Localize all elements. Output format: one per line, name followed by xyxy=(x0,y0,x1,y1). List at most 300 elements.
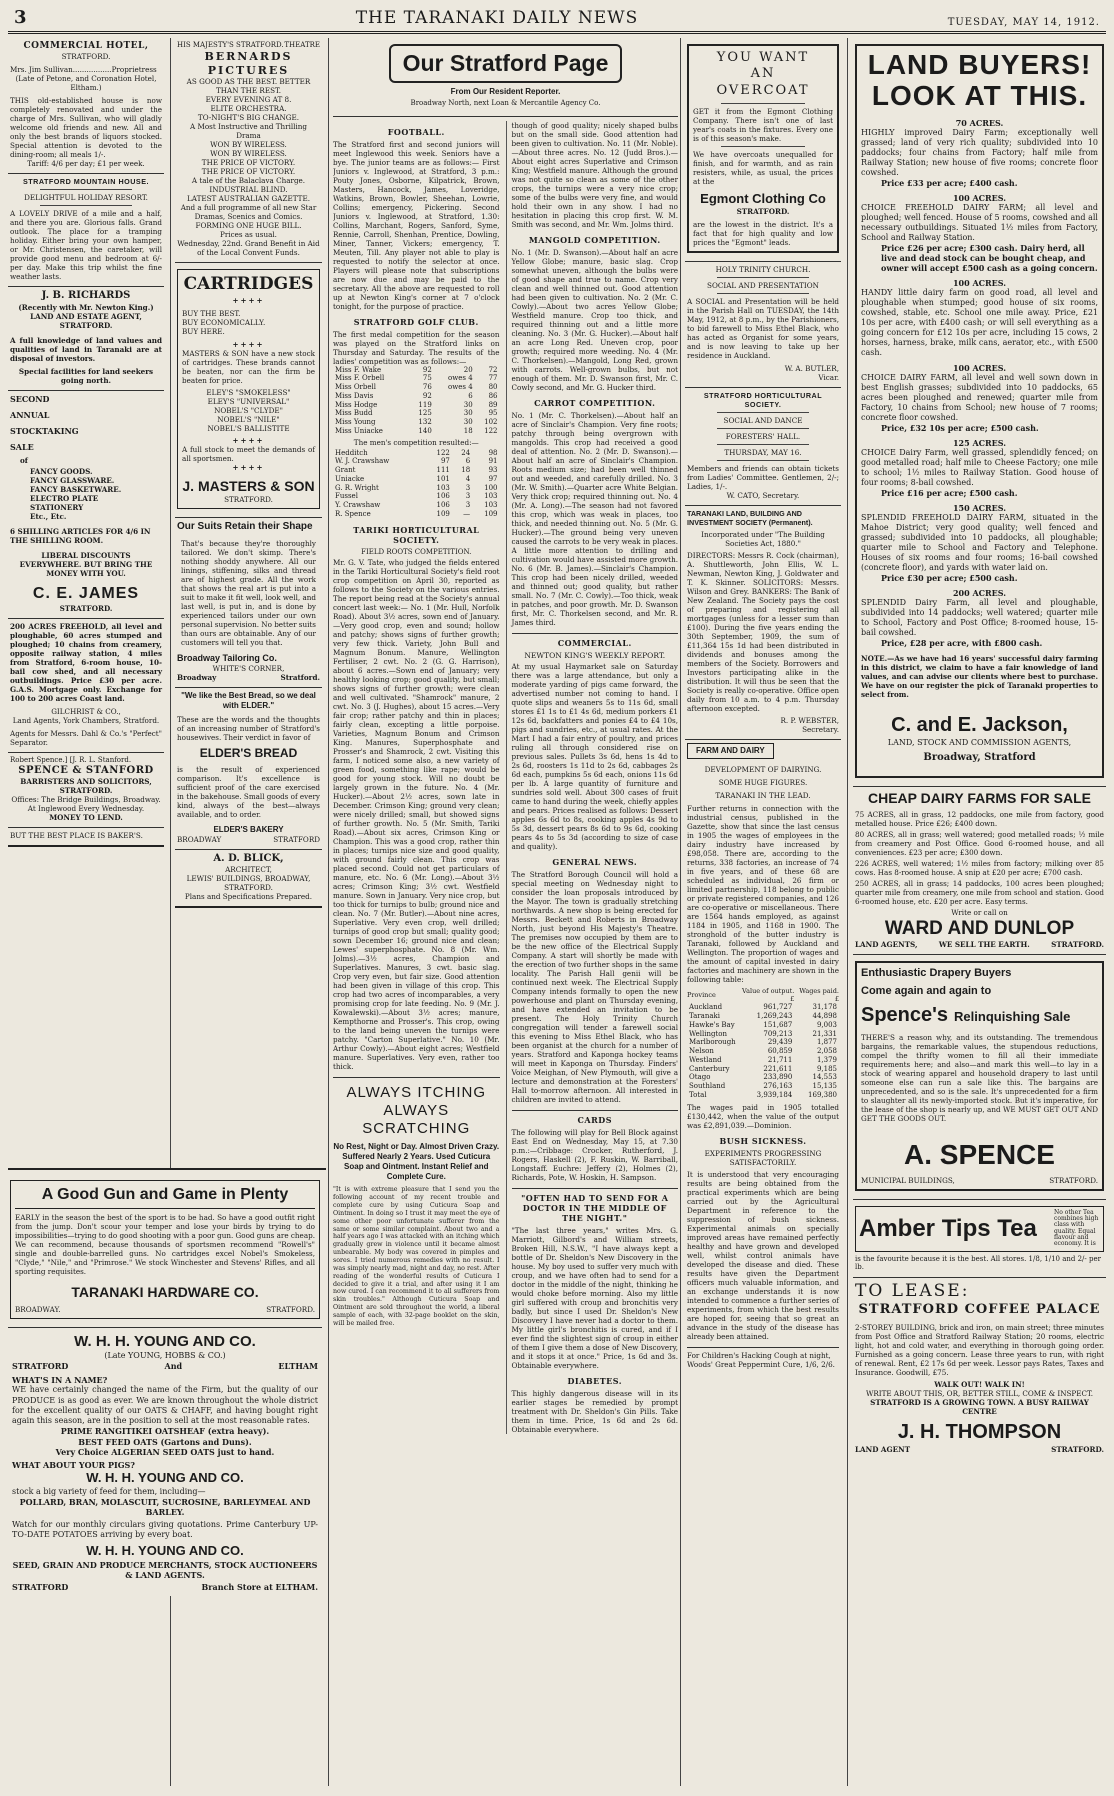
sale-discounts: LIBERAL DISCOUNTS EVERYWHERE. BUT BRING THE MONEY WITH YOU. xyxy=(19,550,153,578)
table-cell: 132 xyxy=(418,418,432,426)
programme-line: Prices as usual. xyxy=(220,230,277,240)
solicitor-names: Robert Spence.] [J. R. L. Stanford. xyxy=(10,755,132,764)
farm-dairy-body-2: The wages paid in 1905 totalled £130,442, when the value of the output was £2,891,039.—Dominion. xyxy=(687,1102,839,1130)
brand: NOBEL'S BALLISTITE xyxy=(207,423,290,433)
bernards-programme xyxy=(177,77,320,257)
table-cell: 106 xyxy=(436,501,450,509)
sale-line-4: SALE xyxy=(10,441,34,452)
bakery-place xyxy=(177,835,320,844)
stocktaking-sale-ad xyxy=(8,391,164,619)
sale-items xyxy=(10,467,162,521)
bush-sickness-sub: EXPERIMENTS PROGRESSING SATISFACTORILY. xyxy=(704,1148,822,1167)
solicitor-role: BARRISTERS AND SOLICITORS, STRATFORD. xyxy=(20,777,152,795)
cards-body: The following will play for Bell Block against East End on Wednesday, May 15, at 7.30 p.m.:—Cribbage: Crocker, Rutherford, J. Rogers, Haskell (2), F. Ruskin, W. Barriball, Longstaff. Euchre: Jeffery (2), Holmes (2), Richards, Pote, W. Hoskin, H. Sampson. xyxy=(511,1127,678,1182)
a-spence-address: MUNICIPAL BUILDINGS, xyxy=(861,1175,955,1185)
table-cell: Nelson xyxy=(689,1047,714,1055)
table-cell: owes 4 xyxy=(448,374,473,383)
land-buyers-note: NOTE.—As we have had 16 years' successful dairy farming in this district, we claim to have a fair knowledge of land values, and can advise our clients where best to purchase. We have on our register the pick of Taranaki properties to select from. xyxy=(861,653,1098,699)
solicitor-title: SPENCE & STANFORD xyxy=(18,764,154,776)
richards-body-2: Special facilities for land seekers going north. xyxy=(18,366,154,385)
table-header: Province xyxy=(687,991,716,1000)
ward-dunlop-foot xyxy=(855,940,1104,949)
architect-role: ARCHITECT, xyxy=(225,865,272,875)
programme-line: Wednesday, 22nd. Grand Benefit in Aid of the Local Convent Funds. xyxy=(177,239,320,258)
hort-social-body: Members and friends can obtain tickets from Ladies' Committee. Gentlemen, 2/-; Ladies, 1/-. xyxy=(687,464,839,491)
spence-drapery-ad xyxy=(853,955,1106,1200)
tea-title: Amber Tips Tea xyxy=(859,1214,1037,1242)
programme-line: INDUSTRIAL BLIND. xyxy=(209,185,288,195)
tailoring-title: Broadway Tailoring Co. xyxy=(177,652,277,663)
table-cell: 92 xyxy=(422,365,432,374)
table-cell: Grant xyxy=(335,466,356,474)
gun-title: A Good Gun and Game in Plenty xyxy=(15,1185,315,1209)
golf-row xyxy=(333,418,500,427)
bush-sickness-body: It is understood that very encouraging results are being obtained from the practical experiments which are being carried out by the Agricultural Department in reference to the suppression of bush sickness. Experimental animals on specially improved areas have remained perfectly healthy and have grown and developed well, whilst control animals have developed the disease and died. These results have given the Department officers much valuable information, and an exchange understands it is now intended to commence a further series of experiments, from which the best results are hoped for, seeing that so great an advance in the study of the disease has already been attained. xyxy=(687,1169,839,1341)
programme-line: THE PRICE OF VICTORY. xyxy=(201,158,296,168)
bread-body: These are the words and the thoughts of an increasing number of Stratford's housewives. Their verdict in favor of xyxy=(177,714,320,742)
golf-body: The first medal competition for the season was played on the Stratford links on Thursday and Saturday. The results of the ladies' competition was as follows:— xyxy=(333,329,500,366)
table-cell: — xyxy=(463,509,471,518)
stratford-page-title: Our Stratford Page xyxy=(389,44,623,83)
stratford-page-address: Broadway North, next Loan & Mercantile Agency Co. xyxy=(410,98,601,107)
dairy-row xyxy=(687,1091,839,1100)
table-cell: 3 xyxy=(465,483,471,492)
table-cell: 109 xyxy=(436,509,450,518)
dairy-row xyxy=(687,1021,839,1030)
column-3 xyxy=(328,38,678,1786)
gun-body: EARLY in the season the best of the sport is to be had. So have a good outfit right from the jump. Don't scour your temper and lose your birds by trying to do impossibilities—trying to do good shooting with a poor gun. Good guns are cheap. We can recommend, because thousands of sportsmen recommend "Rowell's" single and double-barrelled guns. No cartridges excel Nobel's Smokeless, "Clyde," "Nile," and "Primrose." We stock Winchester and Stevens' Rifles, and all sporting requisites. xyxy=(15,1213,315,1276)
table-cell: 3,939,184 xyxy=(756,1090,793,1099)
horticultural-body: Mr. G. V. Tate, who judged the fields entered in the Tariki Horticultural Society's field root crop competition on April 30, reported as follows to the Society on the various entries. The report being read at the Society's annual concert last week:— No. 1 (Mr. Hull, Norfolk Road). About 3½ acres, sown end of January.—Very good crop, even and sound; hollow and patchy; shows signs of further growth; very few thick. Variety, John Bull and Magnum Bonum. Manure, Wellington Fertiliser, 2 cwt. No. 2 (G. G. Harrison), about 6 acres.—Sown end of January; very healthy looking crop; good quality, but small; shows signs of further growth; were clean and well cultivated. "Shamrock" manure, 2 cwt. No. 3 (J. Hughes), about 15 acres.—Very fair crop; rather patchy and thin in places; fairly clean, excepting a little porpoise. Varieties, Magnum Bonum and Crimson King. Manures, Superphosphate and Prosser's and Shamrock, 2 cwt. Visiting this farm, I noticed some also, a new variety of green food, something like rape; would be good for young stock. Will no doubt be largely grown in the future. No. 4 (Mr. Hucker).—About 2½ acres, sown late in December. Crimson King; ground very clean; were nicely drilled; small, but showed signs of further growth. No. 5 (Mr. Smith, Tariki Road).—About six acres, Crimson King or Champion. This was a good crop, rather thin in places; turnips nice size and good quality, with ground fairly clean. This crop was placed second. Could not get particulars of manure, etc. No. 6 (Mr. Long).—About 3½ acres; Crimson King; 3½ cwt. Westfield manure. Sown in January. Very nice crop, but too thick for turnips to bulb; ground nice and clean. No. 7 (Mr. Butler).—About nine acres, Superlative. Very even crop, well drilled; turnips of good crop but small; quality good; sown December 16; ground nice and clean; Lewes' superphosphate. No. 8 (Mr. Wm. Jolms).—3½ acres, Champion and Superlatives. Manures, 3 cwt. basic slag. Crop very even, but fair size. Good attention had been given in village of this crop. This crop had two acres of incomparables, a very promising crop for late feeding. No. 9 (Mr. J. Kowalewski).—About 3½ acres; manure, Kempthorne and Prosser's. This crop, owing to the land being uneven the turnips were patchy. "Carton Superlative." No. 10 (Mr. Arthur Cowly).—About eight acres; Westfield manure. Superlatives. Very even, rather too thick. xyxy=(333,558,500,1072)
farm-acres: 100 ACRES. xyxy=(952,362,1007,373)
sale-item: Etc., Etc. xyxy=(30,511,67,521)
table-cell: 1,269,243 xyxy=(756,1012,793,1020)
commercial-heading: COMMERCIAL. xyxy=(512,633,679,648)
young-item: PRIME RANGITIKEI OATSHEAF (extra heavy). xyxy=(60,1426,270,1437)
holy-trinity-sign: W. A. BUTLER, xyxy=(784,364,839,373)
bakery-name: ELDER'S BAKERY xyxy=(213,824,284,834)
cuticura-ad xyxy=(333,1077,500,1327)
table-cell: owes 4 xyxy=(448,383,473,391)
table-cell: Otago xyxy=(689,1073,711,1082)
ward-dunlop-place: STRATFORD. xyxy=(1051,940,1104,950)
mountain-house-sub: DELIGHTFUL HOLIDAY RESORT. xyxy=(24,193,148,203)
golf-row xyxy=(333,475,500,484)
young-items xyxy=(12,1426,318,1457)
ward-dunlop-sell: WE SELL THE EARTH. xyxy=(938,940,1030,950)
bread-title: ELDER'S BREAD xyxy=(199,745,298,760)
golf-row xyxy=(333,401,500,410)
golf-row xyxy=(333,392,500,401)
ward-dunlop-role: LAND AGENTS, xyxy=(855,940,918,950)
young-foot-right: Branch Store at ELTHAM. xyxy=(201,1582,318,1593)
stratford-page-header xyxy=(333,38,678,117)
society-role: Secretary. xyxy=(802,725,839,734)
dairy-row xyxy=(687,1082,839,1091)
diabetes-body: This highly dangerous disease will in its earlier stages be remedied by prompt treatment with Dr. Sheldon's Gin Pills. Take them in time. Price, 1s 6d and 2s 6d. Obtainable everywhere. xyxy=(511,1388,678,1434)
spence-sale: Relinquishing Sale xyxy=(954,1008,1071,1024)
young-places xyxy=(12,1361,318,1371)
programme-line: EVERY EVENING AT 8. xyxy=(205,95,292,105)
bakery-place-right: STRATFORD xyxy=(273,834,320,844)
overcoat-body-2: We have overcoats unequalled for finish, and for warmth, and as rain resisters, while, as usual, the prices at the xyxy=(693,149,833,186)
james-place: STRATFORD. xyxy=(59,603,113,613)
ward-dunlop-title: WARD AND DUNLOP xyxy=(884,917,1075,939)
table-cell: 6 xyxy=(465,457,471,466)
young-foot-left: STRATFORD xyxy=(12,1582,69,1593)
farm-acres: 200 ACRES. xyxy=(952,587,1007,598)
dairy-row xyxy=(687,1073,839,1082)
young-body-3: Watch for our monthly circulars giving quotations. Prime Canterbury UP-TO-DATE POTATOES arriving by every boat. xyxy=(12,1519,318,1539)
overcoat-body-3: are the lowest in the district. It's a fact that for high quality and low prices the "Egmont" leads. xyxy=(693,220,833,247)
golf-row xyxy=(333,510,500,519)
buy-line: BUY ECONOMICALLY. xyxy=(182,317,266,327)
table-cell: 102 xyxy=(484,418,498,426)
brand: NOBEL'S "CLYDE" xyxy=(214,405,283,415)
egmont-title: Egmont Clothing Co xyxy=(700,190,826,206)
gilchrist-note: Agents for Messrs. Dahl & Co.'s "Perfect" Separator. xyxy=(10,728,162,747)
table-cell: Miss Budd xyxy=(335,409,373,418)
young-question-2: WHAT ABOUT YOUR PIGS? xyxy=(12,1460,135,1471)
sale-item: FANCY GOODS. xyxy=(30,466,93,476)
programme-line: AS GOOD AS THE BEST. BETTER THAN THE REST. xyxy=(186,77,311,96)
golf-row xyxy=(333,501,500,510)
table-cell: 60,859 xyxy=(767,1047,793,1055)
bakers-text: BUT THE BEST PLACE IS BAKER'S. xyxy=(10,831,143,840)
farm-price: Price £30 per acre; £500 cash. xyxy=(881,572,1018,583)
bakery-place-left: BROADWAY xyxy=(177,834,222,844)
dairy-row xyxy=(687,1038,839,1047)
to-lease-title: TO LEASE: xyxy=(855,1281,970,1302)
mountain-house-title: STRATFORD MOUNTAIN HOUSE. xyxy=(22,177,150,187)
table-cell: Total xyxy=(689,1090,707,1099)
mountain-house-ad xyxy=(8,174,164,287)
table-cell: 6 xyxy=(468,391,473,400)
cartridge-brands xyxy=(182,388,315,433)
to-lease-centre: STRATFORD IS A GROWING TOWN. A BUSY RAILWAY CENTRE xyxy=(870,1397,1089,1416)
society-incorporated: Incorporated under "The Building Societies Act, 1880." xyxy=(701,530,825,548)
golf-row xyxy=(333,492,500,501)
richards-ad xyxy=(8,287,164,391)
farm-listing xyxy=(861,118,1098,188)
table-cell: Taranaki xyxy=(689,1012,720,1020)
carrot-body: No. 1 (Mr. C. Thorkelsen).—About half an acre of Sinclair's Champion. Very fine roots; patchy through being overgrown with mangolds. This crop had received a good deal of attention. No. 2 (Mr. D. Swanson).—About half an acre of Sinclair's Champion. Roots medium size; had been well thinned out and weeded, and carefully drilled. No. 3 (Mr. W. Smith).—Quarter acre White Belgian. Very thick crop; required thinning out. No. 4 (Mr. A. Long).—The season had not favored this crop, which was weak in places, too thick, and needed thinning out. No. 5 (Mr. G. Hucker).—The ground being very uneven caused the carrots to be very weak in places. A little more attention to drilling and cultivation would have assisted more growth. No. 6 (Mr. B. James).—Sinclair's Champion. This crop had been nicely drilled, weeded and thinned out; good quality, but rather small. No. 7 (Mr. C. Cowly).—Too thick, weak in patches, and poor growth. Mr. D. Swanson first, Mr. C. Thorkelsen second, and Mr. R. James third. xyxy=(511,410,678,627)
stratford-page-sub: From Our Resident Reporter. xyxy=(450,86,561,96)
mangold-body: No. 1 (Mr. D. Swanson).—About half an acre Yellow Globe; manure, basic slag. Crop somewhat uneven, although the bulbs were of good shape and true to name. Crop very clean and well thinned out. Good attention had been given to cultivation. No. 2 (Mr. C. Cowly).—About two acres Yellow Globe; Westfield manure. Crop too thick, and required thinning out and a little more cleaning. No. 3 (Mr. G. Hucker).—About half an acre Long Red. Uneven crop, poor growth; required more weeding. No. 4 (Mr. C. Thorkelsen).—Mangold, Long Red, grown with carrots. Well-grown bulbs, but not enough of them. Mr. D. Swanson first, Mr. C. Cowly second, and Mr. G. Hucker third. xyxy=(511,247,678,392)
spence-title: Spence's xyxy=(861,1003,949,1026)
table-cell: Auckland xyxy=(689,1003,723,1012)
farm-price: Price £16 per acre; £500 cash. xyxy=(881,487,1018,498)
programme-line: TO-NIGHT'S BIG CHANGE. xyxy=(197,113,300,123)
jackson-title: C. and E. Jackson, xyxy=(891,713,1068,736)
to-lease-sub: STRATFORD COFFEE PALACE xyxy=(858,1302,1101,1318)
table-cell: 93 xyxy=(488,466,498,474)
society-sign: R. P. WEBSTER, xyxy=(780,716,839,725)
ward-dunlop-ad xyxy=(853,787,1106,955)
table-cell: Canterbury xyxy=(689,1064,730,1073)
tailoring-place xyxy=(177,673,320,682)
table-cell: 103 xyxy=(484,492,498,501)
farm-listing xyxy=(861,278,1098,358)
land-buyers-ad xyxy=(853,38,1106,787)
broadway-tailoring-ad xyxy=(175,518,322,688)
society-body: DIRECTORS: Messrs R. Cock (chairman), A. Shuttleworth, John Ellis, W. L. Newman, Newton King, J. Goldwater and T. K. Skinner. SOLICITORS: Messrs. Wilson and Grey. BANKERS: The Bank of New Zealand. The Society pays the cost of preparing and registering all mortgages (unless for a lesser sum than £100). During the five years ending the 30th September, 1909, the sum of £11,364 15s 1d had been distributed in dividends and bonuses among the members of the Society. Borrowers and Investors participating alike in the distribution. It will thus be seen that the Society is really co-operative. Office open daily from 10 a.m. to 4 p.m. Thursday afternoon excepted. xyxy=(687,551,839,713)
theatre-right: THEATRE xyxy=(284,41,320,49)
farm-description: CHOICE DAIRY FARM, all level and well sown down in best English grasses; subdivided into 10 paddocks, 65 acres been ploughed and renewed; quarter mile from Factory, 10 chains from School; new house of 7 rooms; concrete floor cowshed. xyxy=(861,372,1098,422)
to-lease-body: 2-STOREY BUILDING, brick and iron, on main street; three minutes from Post Office and Stratford Railway Station; 20 rooms, electric light, hot and cold water, and everything in thorough going order. Furnished as a going concern. Lease three years to run, with right of renewal. Rent, £2 17s 6d per week. Lessor pays Rates, Taxes and Insurance. Goodwill, £75. xyxy=(855,1322,1104,1377)
programme-line: WON BY WIRELESS. xyxy=(210,140,287,150)
table-cell: Southland xyxy=(689,1082,726,1090)
table-cell: 9,003 xyxy=(816,1020,837,1029)
young-title-3: W. H. H. YOUNG AND CO. xyxy=(86,1543,244,1559)
mountain-house-body: A LOVELY DRIVE of a mile and a half, and there you are. Glorious falls. Grand outlook. The place for a tramping holiday. Either bring your own hamper, or Mr. Christensen, the caretaker, will provide good menu and bedroom at 6/- per day. Make this trip whilst the fine weather lasts. xyxy=(10,209,162,282)
farm-dairy-sub-3: TARANAKI IN THE LEAD. xyxy=(715,791,811,800)
young-place-left: STRATFORD xyxy=(12,1360,69,1371)
cheap-farm-item: 80 ACRES, all in grass; well watered; good metalled roads; ½ mile from creamery and Post Office. Good 6-roomed house, and all conveniences. £23 per acre; £300 down. xyxy=(855,829,1104,857)
overcoat-ad xyxy=(685,38,841,262)
land-buyers-title: LAND BUYERS! xyxy=(867,49,1092,80)
james-title: C. E. JAMES xyxy=(32,584,140,602)
table-cell: 276,163 xyxy=(763,1082,793,1090)
table-cell: Wellington xyxy=(689,1029,728,1038)
table-cell: Miss Davis xyxy=(335,391,374,400)
architect-address: LEWIS' BUILDINGS, BROADWAY, STRATFORD. xyxy=(186,874,311,893)
general-news-body: The Stratford Borough Council will hold a special meeting on Wednesday night to consider the loan proposals introduced by the Mayor. The town is gradually stretching northwards. A new shop is being erected for Messrs. Beckett and Roberts in Broadway North, just beyond His Majesty's Theatre. The premises now occupied by them are to be the new office of the Electrical Supply Company. A start will shortly be made with the erection of two further shops in the same locality. The Parish Hall genii will be continued next week. The Electrical Supply Company intends formally to open the new powerhouse and plant on Thursday evening, and have extended an invitation to be present. The Holy Trinity Church congregation will tender a farewell social this evening to Miss Ethel Black, who has been organist at the church for a number of years. Stratford and Kaponga hockey teams will meet in Kaponga on Thursday. Finders' Voice Meighan, of New Plymouth, will give a lecture and demonstration at the Foresters' Hall to-morrow afternoon. All interested in children are invited to attend. xyxy=(511,869,678,1104)
cheap-farms-list xyxy=(855,810,1104,906)
table-cell: 122 xyxy=(484,426,498,435)
hardware-place: BROADWAY. xyxy=(15,1304,61,1314)
solicitor-office: Offices: The Bridge Buildings, Broadway. xyxy=(11,795,161,804)
cheap-farm-item: 75 ACRES, all in grass, 12 paddocks, one mile from factory, good metalled house. Price £26; £400 down. xyxy=(855,809,1104,828)
architect-plans: Plans and Specifications Prepared. xyxy=(184,892,313,902)
thompson-foot xyxy=(855,1445,1104,1454)
programme-line: THE PRICE OF VICTORY. xyxy=(201,167,296,177)
table-cell: 109 xyxy=(484,509,498,518)
tailoring-place-left: Broadway xyxy=(177,672,217,682)
table-cell: Fussel xyxy=(335,492,358,501)
programme-line: And a full programme of all new Star Dramas, Scenics and Comics. xyxy=(180,203,317,222)
a-spence-foot xyxy=(861,1176,1098,1185)
table-cell: 961,727 xyxy=(763,1003,793,1012)
golf-row xyxy=(333,374,500,383)
dairy-row xyxy=(687,1030,839,1039)
golf-ladies-table xyxy=(333,366,500,436)
hotel-place: STRATFORD. xyxy=(61,52,111,62)
golf-row xyxy=(333,484,500,493)
table-cell: Miss Orbell xyxy=(335,383,377,391)
column-5 xyxy=(847,38,1106,1786)
young-question-1: WHAT'S IN A NAME? xyxy=(12,1375,108,1386)
brand: ELEY'S "SMOKELESS" xyxy=(206,387,291,397)
acre-listing: 200 ACRES FREEHOLD, all level and ploughable, 60 acres stumped and ploughed; 10 chains from creamery, opposite railway station, 4 miles from Stratford, 6-room house, 10-bail cow shed, and all necessary outbuildings. Price £30 per acre. G.A.S. Mortgage only. Exchange for 100 to 200 acres Coast land. xyxy=(10,621,162,703)
table-cell: 14,553 xyxy=(812,1073,837,1082)
golf-men-label: The men's competition resulted:— xyxy=(353,437,479,447)
cheap-farms-write: Write or call on xyxy=(951,907,1008,917)
doctor-body: "The last three years," writes Mrs. G. Marriott, Gilbord's and William streets, Broken Hill, N.S.W., "I have always kept a bottle of Dr. Sheldon's New Discovery in the house. My boy used to suffer very much with croup, and we have often had to send for a doctor in the middle of the night, thinking he would choke before morning. Also my little girl suffered with croup and bronchitis very badly, but since I used Dr. Sheldon's New Discovery I have never had a doctor to them. My little girl's bronchitis is cured, and if I ever find the slightest sign of croup in either of them I give them a dose of New Discovery, and it stops it at once." Price, 1s 6d and 3s. Obtainable everywhere. xyxy=(511,1225,678,1370)
solicitor-money: MONEY TO LEND. xyxy=(49,813,123,822)
bakers-line xyxy=(8,828,164,847)
bernards-pictures-ad xyxy=(175,38,322,263)
a-spence-place: STRATFORD. xyxy=(1049,1175,1098,1185)
table-header: Value of output. £ xyxy=(742,987,795,1004)
table-cell: 119 xyxy=(418,400,432,409)
table-cell: 97 xyxy=(440,457,450,466)
newton-king-body: At my usual Haymarket sale on Saturday there was a large attendance, but only a moderate yarding of pigs came forward, the advertised number not coming to hand. I quote slips and weaners 5s to 11s 6d, small stores £1 1s to £1 4s 6d, medium porkers £1 12s 6d, backfatters and ponies £4 to £4 10s, pigs and sundries, etc., at usual rates. At the Mart I had a fair entry of poultry, and prices ruling all through considered rise on previous sales. Pullets 3s 6d, hens 1s 4d to 2s 6d, roosters 1s 11d to 2s 6d, cabbages 2s 6d each, pumpkins 5s 6d each, onions 11s 6d per lb. A large quantity of furniture and sundries sold well. About 300 cases of fruit came to hand during the week, chiefly apples and pears. Prices realised as follows: Dessert apples 6s 6d to 8s, cooking apples 4s 9d to 5s 3d, dessert pears 8s 6d to 9s 6d, cooking pears 4s to 5s 3d (according to size of case and quality). xyxy=(511,661,678,851)
buy-line: BUY THE BEST. xyxy=(182,308,241,318)
page-number: 3 xyxy=(14,7,27,28)
golf-row xyxy=(333,427,500,436)
overcoat-line-2: AN xyxy=(750,66,776,82)
brand: ELEY'S "UNIVERSAL" xyxy=(207,396,290,406)
table-header: Wages paid. £ xyxy=(799,987,839,1004)
farm-and-dairy-article xyxy=(685,740,841,1372)
table-cell: 91 xyxy=(488,457,498,466)
golf-row xyxy=(333,449,500,458)
gilchrist-sub: Land Agents, York Chambers, Stratford. xyxy=(12,715,160,725)
table-cell: 30 xyxy=(463,400,473,409)
hort-social-hall: FORESTERS' HALL. xyxy=(725,432,801,441)
bread-body-2: is the result of experienced comparison. It's excellence is sufficient proof of the care exercised in the bakehouse. Small goods of every kind, always of the best—always available, and to order. xyxy=(177,764,320,819)
table-cell: Miss Young xyxy=(335,418,376,426)
farm-acres: 100 ACRES. xyxy=(952,192,1007,203)
table-cell: 76 xyxy=(422,383,432,391)
young-body-1: WE have certainly changed the name of the Firm, but the quality of our PRODUCE is as good as ever. We are known throughout the whole district for the excellent quality of our OATS & CHAFF, and having bought right again this season, are in the position to sell at the most reasonable rates. xyxy=(12,1385,318,1426)
table-cell: Hedditch xyxy=(335,448,368,457)
table-cell: 709,213 xyxy=(763,1029,793,1038)
young-body-2: stock a big variety of feed for them, including— xyxy=(12,1486,206,1496)
table-cell: 15,135 xyxy=(812,1082,837,1090)
richards-body: A full knowledge of land values and qualities of land in Taranaki are at disposal of investors. xyxy=(10,335,162,363)
table-cell: 169,380 xyxy=(808,1090,837,1099)
table-cell: 80 xyxy=(488,383,498,391)
farm-acres: 100 ACRES. xyxy=(952,277,1007,288)
golf-row xyxy=(333,409,500,418)
table-cell: 125 xyxy=(418,409,432,418)
football-heading: FOOTBALL. xyxy=(387,126,445,137)
table-cell: Miss F. Orbell xyxy=(335,374,385,383)
sale-line-3: STOCKTAKING xyxy=(10,425,79,436)
egmont-place: STRATFORD. xyxy=(736,207,790,216)
dairy-row xyxy=(687,1003,839,1012)
to-lease-write: WRITE ABOUT THIS, OR, BETTER STILL, COME & INSPECT. xyxy=(865,1388,1094,1398)
turnips-cont: though of good quality; nicely shaped bulbs but on the small side. Good attention had been given to cultivation. No. 11 (Mr. Noble).—About three acres. No. 12 (Judd Bros.).—About eight acres Superlative and Crimson King; Westfield manure. Although the ground was not quite so clean as some of the other crops, the turnips were a very nice crop; some of the bulbs were very fine, and would hold their own in any show. I had no hesitation in placing this crop first. W. M. Smith was second, and Mr. Wm. Jolms third. xyxy=(511,120,678,229)
cheap-farm-item: 250 ACRES, all in grass; 14 paddocks, 100 acres been ploughed; quarter mile from creamery, one mile from school and station. Good 6-roomed house, etc. £20 per acre. Easy terms. xyxy=(855,878,1104,906)
amber-tips-tea-ad xyxy=(853,1200,1106,1278)
drapery-line-2: Come again and again to xyxy=(861,985,992,998)
richards-place: STRATFORD. xyxy=(59,320,113,330)
cuticura-title: ALWAYS ITCHING ALWAYS SCRATCHING xyxy=(346,1084,487,1138)
col3-sub-1 xyxy=(333,121,500,1434)
hardware-place-right: STRATFORD. xyxy=(266,1304,315,1314)
farm-acres: 70 ACRES. xyxy=(955,117,1004,128)
land-building-society-ad xyxy=(685,506,841,740)
table-cell: 221,611 xyxy=(763,1064,793,1073)
cartridges-note: A full stock to meet the demands of all sportsmen. xyxy=(182,444,315,463)
richards-role: LAND AND ESTATE AGENT, xyxy=(30,311,142,321)
young-title: W. H. H. YOUNG AND CO. xyxy=(74,1332,256,1350)
table-cell: 30 xyxy=(463,409,473,418)
sale-item: FANCY GLASSWARE. xyxy=(30,475,115,485)
table-cell: 3 xyxy=(465,501,471,509)
commercial-hotel-ad xyxy=(8,38,164,174)
sale-item: ELECTRO PLATE xyxy=(30,493,99,503)
football-body: The Stratford first and second juniors will meet Inglewood this week. Seniors have a bye. The junior teams are as follows:— First Juniors v. Inglewood, at Stratford, 3 p.m.: Pouty Jones, Osborne, Kilpatrick, Brown, Masters, Hancock, James, Loveridge, Watkins, Brown, Bowler, Sheehan, Lowrie, Collins; emergency, Pickering. Second Juniors v. Inglewood, at Stratford, 1.30: Collins, Marchant, Rogers, Sanford, Syme, Rennie, Carroll, Shenhan, Prentice, Dowling, Miner, Tanner, Vickers; emergency, T. Meuten, Till. Any player not able to play is requested to notify the selector at once. Players will please note that subscriptions are now due and may be paid to the secretary. All the above are requested to roll up at Newton King's corner at 7 o'clock tonight, for the purpose of practice. xyxy=(333,139,500,311)
sale-line-5: of xyxy=(20,455,28,465)
farm-acres: 150 ACRES. xyxy=(952,502,1007,513)
hotel-proprietor: Mrs. Jim Sullivan.................Proprietress xyxy=(10,65,157,75)
overcoat-body: GET it from the Egmont Clothing Company. There isn't one of last year's coats in the fixtures. Every one is of this season's make. xyxy=(693,106,833,143)
dairy-table xyxy=(687,987,839,1100)
golf-row xyxy=(333,466,500,475)
table-cell: 18 xyxy=(463,426,473,435)
farm-price: Price, £28 per acre, with £800 cash. xyxy=(881,637,1043,648)
table-cell: 86 xyxy=(488,391,498,400)
general-news-heading: GENERAL NEWS. xyxy=(552,856,638,867)
masters-place: STRATFORD. xyxy=(224,495,273,504)
cheap-farms-title: CHEAP DAIRY FARMS FOR SALE xyxy=(868,790,1091,807)
farm-listing xyxy=(861,193,1098,273)
thompson-role: LAND AGENT xyxy=(855,1444,911,1454)
bernards-pictures: PICTURES xyxy=(207,63,290,77)
solicitor-inglewood: At Inglewood Every Wednesday. xyxy=(27,804,145,813)
young-late: (Late YOUNG, HOBBS & CO.) xyxy=(104,1350,226,1360)
table-cell: 101 xyxy=(436,474,450,483)
thompson-place: STRATFORD. xyxy=(1051,1444,1104,1454)
overcoat-line-1: YOU WANT xyxy=(716,50,810,65)
cartridges-body: MASTERS & SON have a new stock of cartridges. These brands cannot be beaten, nor can the firm be beaten for price. xyxy=(182,348,315,385)
table-cell: 98 xyxy=(488,448,498,457)
farm-price: Price £33 per acre; £400 cash. xyxy=(881,177,1018,188)
cartridges-buy xyxy=(182,309,315,336)
table-cell: W. J. Crawshaw xyxy=(335,457,390,466)
programme-line: LATEST AUSTRALIAN GAZETTE. xyxy=(187,194,310,204)
newton-king-heading: NEWTON KING'S WEEKLY REPORT. xyxy=(524,650,666,660)
land-buyers-title-2: LOOK AT THIS. xyxy=(871,79,1088,111)
dairy-row xyxy=(687,1065,839,1074)
horticultural-social-ad xyxy=(685,388,841,506)
suits-title: Our Suits Retain their Shape xyxy=(177,521,313,532)
table-cell: 29,439 xyxy=(767,1038,793,1047)
architect-title: A. D. BLICK, xyxy=(213,852,284,864)
masthead xyxy=(8,6,1106,34)
farm-description: HANDY little dairy farm on good road, all level and ploughable when stumped; good house of six rooms, cowshed, stable, etc. School one mile away. Price, £21 10s per acre, with £400 cash; or will sell everything as a going concern for £12 10s per acre, including 15 cows, 2 horses, harness, brake, milk cans, aerator, etc., with £500 cash. xyxy=(861,287,1098,357)
diabetes-heading: DIABETES. xyxy=(567,1375,623,1386)
programme-line: A Most Instructive and Thrilling Drama xyxy=(189,122,308,141)
table-cell: 21,331 xyxy=(812,1029,837,1038)
sale-item: STATIONERY xyxy=(30,502,84,512)
table-cell: R. Spence xyxy=(335,509,371,518)
doctor-heading: "OFTEN HAD TO SEND FOR A DOCTOR IN THE MIDDLE OF THE NIGHT." xyxy=(512,1188,679,1223)
cuticura-body: "It is with extreme pleasure that I send you the following account of my recent trouble and complete cure by using Cuticura Soap and Ointment. In doing so I trust it may meet the eye of some other poor unfortunate sufferer from the same or some similar complaint. About two and a half years ago I was attacked with an itching which gradually grew in violence until it became almost unbearable. My body was covered in pimples and sores. I tried numerous remedies with no result. I was simply nearly mad, night and day, no rest. After reading of the wonderful results of Cuticura I decided to give it a trial, and after using it I am now cured. I can recommend it to all sufferers from skin troubles." Although Cuticura Soap and Ointment are sold throughout the world, a liberal sample of each, with 32-page booklet on the skin, will be mailed free. xyxy=(333,1186,500,1327)
golf-men-table xyxy=(333,449,500,519)
holy-trinity-sub: SOCIAL AND PRESENTATION xyxy=(707,281,819,290)
table-cell: 89 xyxy=(488,400,498,409)
col3-sub-2 xyxy=(506,121,679,1434)
blick-architect-ad xyxy=(175,850,322,909)
bernards-title: BERNARDS xyxy=(204,49,293,63)
bush-sickness-heading: BUSH SICKNESS. xyxy=(719,1135,807,1146)
sale-line-2: ANNUAL xyxy=(10,409,50,420)
tea-line: is the favourite because it is the best. All stores. 1/8, 1/10 and 2/- per lb. xyxy=(855,1254,1101,1272)
table-cell: 100 xyxy=(484,483,498,492)
brand: NOBEL'S "NILE" xyxy=(217,414,280,424)
elders-bread-ad xyxy=(175,688,322,850)
table-cell: 111 xyxy=(436,466,450,474)
table-cell: Miss Uniacke xyxy=(335,426,383,435)
golf-row xyxy=(333,457,500,466)
young-place-right: ELTHAM xyxy=(278,1360,318,1371)
cuticura-sub: No Rest, Night or Day. Almost Driven Crazy. Suffered Nearly 2 Years. Used Cuticura Soap and Ointment. Instant Relief and Complete Cure. xyxy=(333,1142,500,1182)
